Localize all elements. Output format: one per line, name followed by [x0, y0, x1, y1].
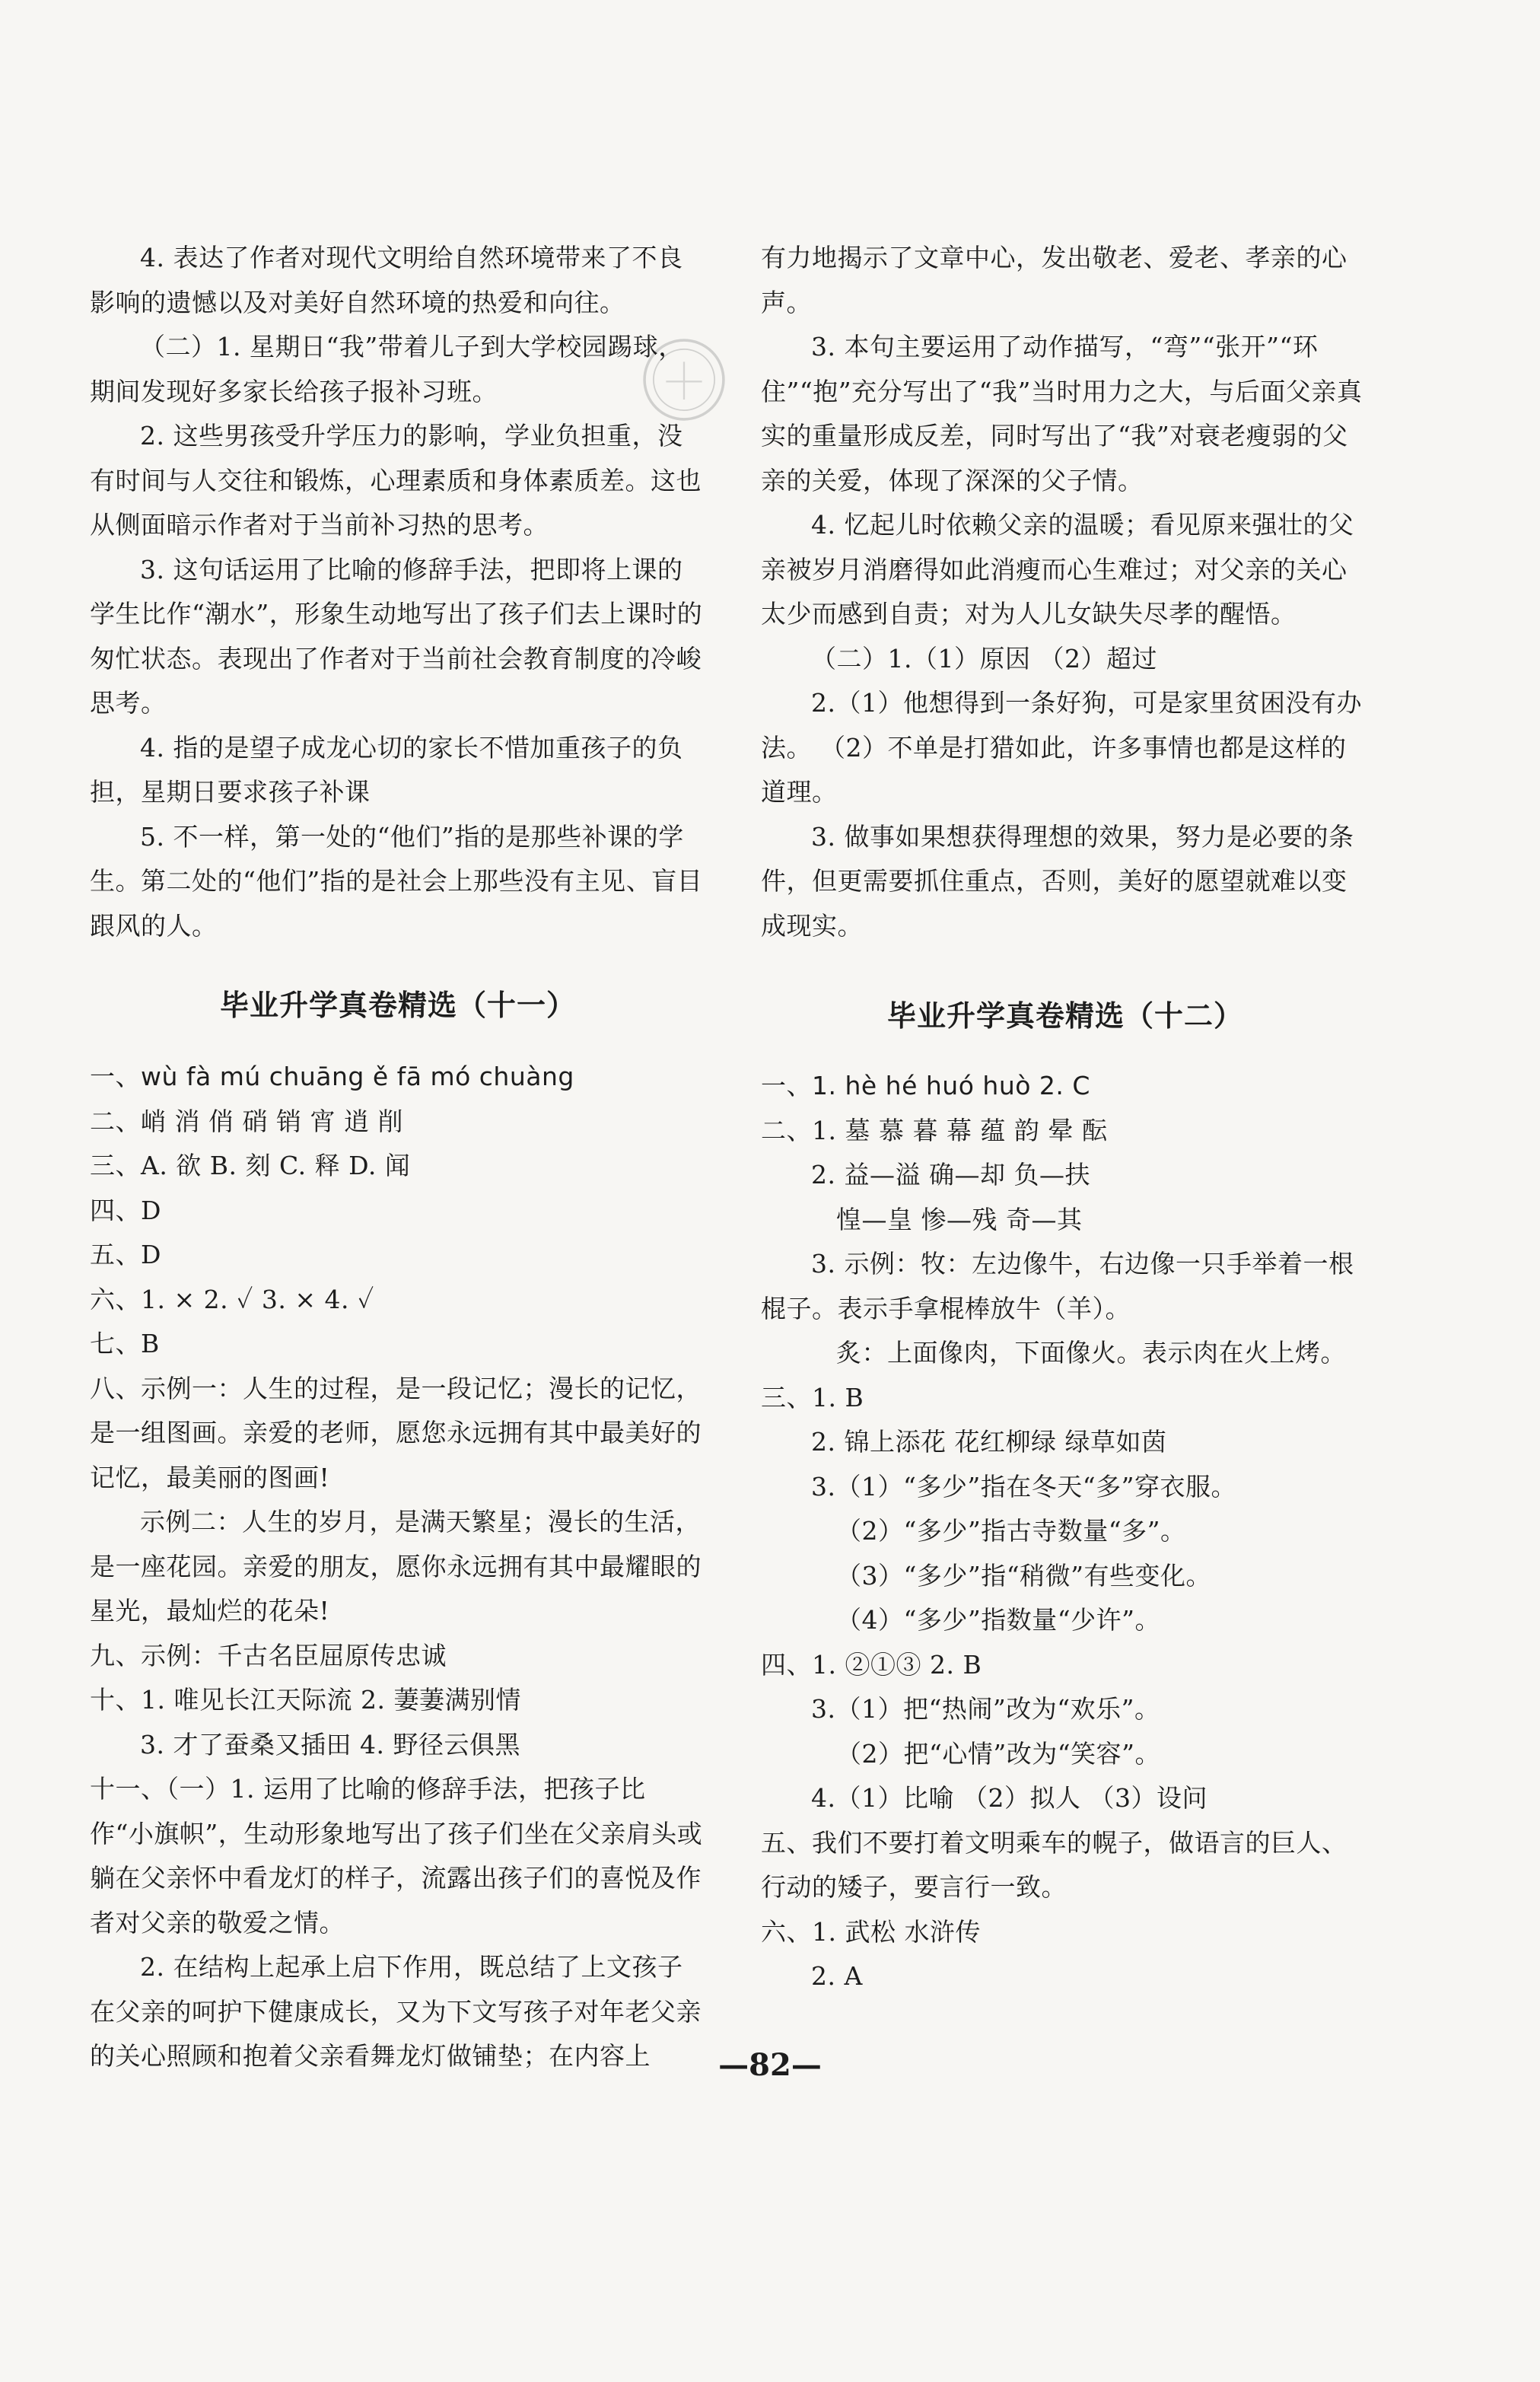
- answer-line: 六、1. × 2. ✓ 3. × 4. ✓: [90, 1284, 374, 1314]
- answer-line: 惶—皇 惨—残 奇—其: [836, 1204, 1083, 1234]
- answer-line: 示例二：人生的岁月，是满天繁星；漫长的生活，是一座花园。亲爱的朋友，愿你永远拥有其中最耀眼的星光，最灿烂的花朵!: [90, 1507, 702, 1626]
- answer-line: 4.（1）比喻 （2）拟人 （3）设问: [811, 1783, 1208, 1813]
- answer-line: 3. 才了蚕桑又插田 4. 野径云俱黑: [140, 1729, 520, 1759]
- left-column: [90, 236, 706, 2079]
- answer-line: （2）“多少”指古寺数量“多”。: [836, 1516, 1186, 1546]
- answer-line: 四、1. ②①③ 2. B: [761, 1649, 982, 1680]
- answer-line: 4. 表达了作者对现代文明给自然环境带来了不良影响的遗憾以及对美好自然环境的热爱和向往。: [90, 243, 683, 317]
- answer-line: 二、1. 墓 慕 暮 幕 蕴 韵 晕 酝: [761, 1115, 1108, 1145]
- answer-line: 4. 忆起儿时依赖父亲的温暖；看见原来强壮的父亲被岁月消磨得如此消瘦而心生难过；对父亲的关心太少而感到自责；对为人儿女缺失尽孝的醒悟。: [761, 510, 1354, 629]
- answer-line: 四、D: [90, 1195, 161, 1225]
- answer-line: （二）1.（1）原因 （2）超过: [811, 643, 1157, 674]
- section-title-11: 毕业升学真卷精选（十一）: [219, 989, 576, 1022]
- answer-line: （4）“多少”指数量“少许”。: [836, 1605, 1160, 1635]
- answer-line: 3.（1）把“热闹”改为“欢乐”。: [811, 1694, 1160, 1724]
- answer-line: 十一、（一）1. 运用了比喻的修辞手法，把孩子比作“小旗帜”，生动形象地写出了孩子们坐在父亲肩头或躺在父亲怀中看龙灯的样子，流露出孩子们的喜悦及作者对父亲的敬爱之情。: [90, 1774, 703, 1938]
- answer-line: 2. 在结构上起承上启下作用，既总结了上文孩子在父亲的呵护下健康成长，又为下文写孩子对年老父亲的关心照顾和抱着父亲看舞龙灯做铺垫；在内容上: [90, 1952, 702, 2071]
- answer-line: 二、峭 消 俏 硝 销 宵 逍 削: [90, 1106, 403, 1136]
- answer-line: 2. 锦上添花 花红柳绿 绿草如茵: [811, 1427, 1167, 1457]
- answer-line: 2. 益—溢 确—却 负—扶: [811, 1160, 1090, 1189]
- answer-line: （3）“多少”指“稍微”有些变化。: [836, 1560, 1211, 1591]
- answer-line: 炙：上面像肉，下面像火。表示肉在火上烤。: [836, 1338, 1346, 1368]
- answer-line: 3. 做事如果想获得理想的效果，努力是必要的条件，但更需要抓住重点，否则，美好的愿望就难以变成现实。: [761, 821, 1354, 941]
- answer-line: 三、A. 欲 B. 刻 C. 释 D. 闻: [90, 1151, 411, 1180]
- answer-line: （二）1. 星期日“我”带着儿子到大学校园踢球，期间发现好多家长给孩子报补习班。: [90, 332, 684, 406]
- answer-line: 3.（1）“多少”指在冬天“多”穿衣服。: [811, 1471, 1236, 1501]
- answer-line: 五、D: [90, 1240, 161, 1269]
- answer-line: 有力地揭示了文章中心，发出敬老、爱老、孝亲的心声。: [761, 243, 1348, 317]
- answer-line: （2）把“心情”改为“笑容”。: [836, 1738, 1160, 1769]
- answer-line: 三、1. B: [761, 1382, 864, 1412]
- answer-line: 5. 不一样，第一处的“他们”指的是那些补课的学生。第二处的“他们”指的是社会上那些没有主见、盲目跟风的人。: [90, 821, 703, 941]
- answer-line: 2. A: [811, 1961, 863, 1991]
- answer-line: 十、1. 唯见长江天际流 2. 萋萋满别情: [90, 1685, 521, 1715]
- answer-line: 3. 这句话运用了比喻的修辞手法，把即将上课的学生比作“潮水”，形象生动地写出了孩子们去上课时的匆忙状态。表现出了作者对于当前社会教育制度的冷峻思考。: [90, 554, 703, 718]
- answer-line: 3. 本句主要运用了动作描写，“弯”“张开”“环住”“抱”充分写出了“我”当时用力之大，与后面父亲真实的重量形成反差，同时写出了“我”对衰老瘦弱的父亲的关爱，体现了深深的父子情。: [761, 332, 1363, 495]
- answer-line: 3. 示例：牧：左边像牛，右边像一只手举着一根棍子。表示手拿棍棒放牛（羊）。: [761, 1249, 1354, 1323]
- answer-line: 六、1. 武松 水浒传: [761, 1916, 981, 1947]
- page-number: —82—: [718, 2047, 822, 2083]
- answer-line: 一、wù fà mú chuāng ě fā mó chuàng: [90, 1062, 574, 1091]
- answer-line: 九、示例：千古名臣屈原传忠诚: [90, 1640, 447, 1670]
- answer-line: 八、示例一：人生的过程，是一段记忆；漫长的记忆，是一组图画。亲爱的老师，愿您永远拥有其中最美好的记忆，最美丽的图画!: [90, 1373, 702, 1492]
- answer-line: 2. 这些男孩受升学压力的影响，学业负担重，没有时间与人交往和锻炼，心理素质和身体素质差。这也从侧面暗示作者对于当前补习热的思考。: [90, 421, 702, 540]
- answer-line: 一、1. hè hé huó huò 2. C: [761, 1071, 1090, 1100]
- answer-line: 4. 指的是望子成龙心切的家长不惜加重孩子的负担，星期日要求孩子补课: [90, 732, 683, 807]
- answer-line: 五、我们不要打着文明乘车的幌子，做语言的巨人、行动的矮子，要言行一致。: [761, 1827, 1348, 1902]
- section-title-12: 毕业升学真卷精选（十二）: [886, 999, 1243, 1033]
- answer-line: 2.（1）他想得到一条好狗，可是家里贫困没有办法。 （2）不单是打猎如此，许多事情也都是这样的道理。: [761, 688, 1362, 807]
- answer-line: 七、B: [90, 1329, 160, 1358]
- right-column: [761, 236, 1370, 1999]
